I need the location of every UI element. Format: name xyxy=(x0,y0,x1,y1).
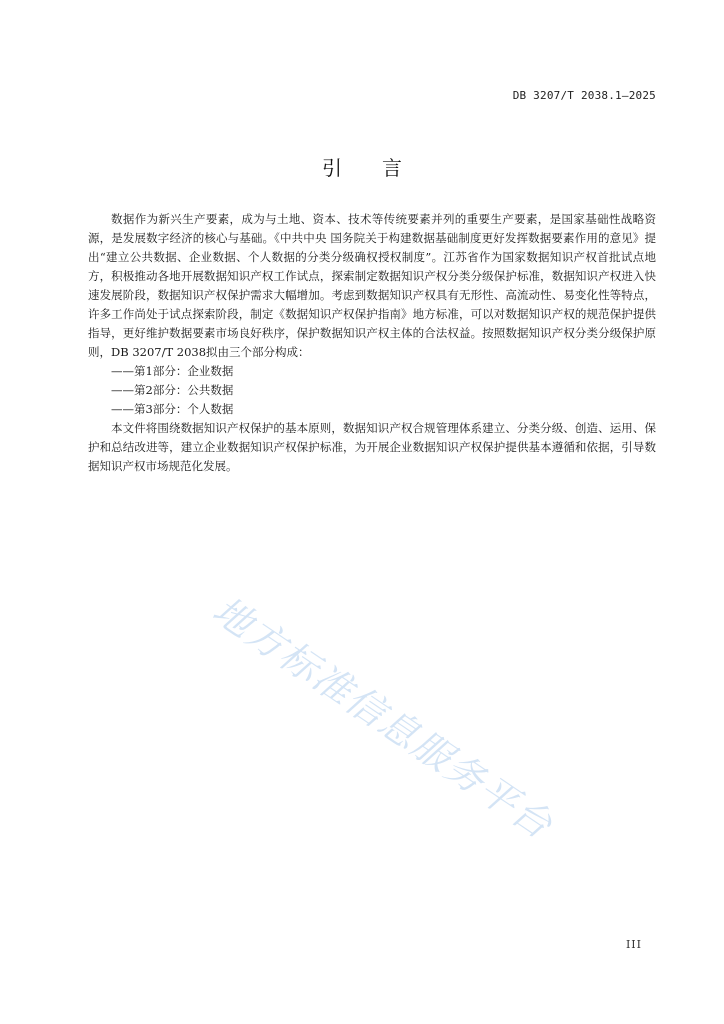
page-title xyxy=(0,152,724,181)
intro-paragraph-1: 数据作为新兴生产要素，成为与土地、资本、技术等传统要素并列的重要生产要素，是国家基础性战略资源，是发展数字经济的核心与基础。《中共中央 国务院关于构建数据基础制度更好发挥数据要素作用的意见》提出“建立公共数据、企业数据、个人数据的分类分级确权授权制度”。江苏省作为国家数据知识产权首批试点地方，积极推动各地开展数据知识产权工作试点，探索制定数据知识产权分类分级保护标准，数据知识产权进入快速发展阶段，数据知识产权保护需求大幅增加。考虑到数据知识产权具有无形性、高流动性、易变化性等特点，许多工作尚处于试点探索阶段，制定《数据知识产权保护指南》地方标准，可以对数据知识产权的规范保护提供指导，更好维护数据要素市场良好秩序，保护数据知识产权主体的合法权益。按照数据知识产权分类分级保护原则，DB 3207/T 2038拟由三个部分构成： xyxy=(88,212,656,359)
part-list-item-3: ——第3部分：个人数据 xyxy=(111,402,234,416)
page-number: III xyxy=(625,938,642,951)
watermark: 地方标准信息服务平台 xyxy=(204,587,562,848)
introduction-body xyxy=(88,210,656,476)
part-list-item-2: ——第2部分：公共数据 xyxy=(111,383,234,397)
part-list-item-1: ——第1部分：企业数据 xyxy=(111,364,234,378)
standard-code: DB 3207/T 2038.1—2025 xyxy=(512,89,656,102)
intro-paragraph-2: 本文件将围绕数据知识产权保护的基本原则，数据知识产权合规管理体系建立、分类分级、创造、运用、保护和总结改进等，建立企业数据知识产权保护标准，为开展企业数据知识产权保护提供基本遵循和依据，引导数据知识产权市场规范化发展。 xyxy=(88,421,656,473)
page-title-char-2: 言 xyxy=(382,156,402,180)
page-title-char-1: 引 xyxy=(322,156,342,180)
